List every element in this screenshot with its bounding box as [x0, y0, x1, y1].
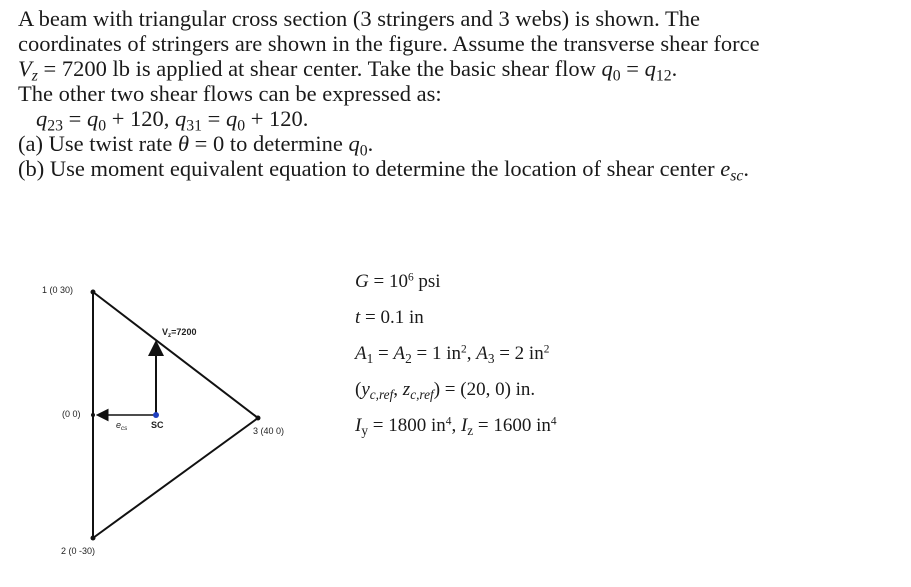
given-thickness: t = 0.1 in — [355, 307, 424, 328]
node-3-label: 3 (40 0) — [253, 426, 285, 436]
web-2-3 — [93, 418, 258, 538]
web-1-3 — [93, 292, 258, 418]
origin-point — [91, 413, 95, 417]
part-a: (a) Use twist rate θ = 0 to determine $q_0$. — [18, 131, 374, 160]
node-1-label: 1 (0 30) — [42, 285, 74, 295]
problem-line-3: $V_z = 7200$ lb is applied at shear center. Take the basic shear flow $q_0 = q_{12}$. — [18, 56, 678, 85]
given-reference-point: ($y_{c,ref}$, $z_{c,ref}) = (20$, 0) in. — [355, 379, 536, 402]
stringer-3 — [256, 416, 261, 421]
node-2-label: 2 (0 -30) — [61, 546, 96, 556]
sc-label: SC — [151, 420, 164, 430]
stringer-1 — [91, 290, 96, 295]
stringer-2 — [91, 536, 96, 541]
given-moments-of-inertia: $I_y = 1800$ $in^4$, $I_z = 1600$ $in^4$ — [355, 415, 557, 438]
given-parameters — [355, 264, 557, 444]
problem-line-2: coordinates of stringers are shown in the figure. Assume the transverse shear force — [18, 31, 760, 56]
part-b: (b) Use moment equivalent equation to determine the location of shear center $e_{sc}$. — [18, 156, 749, 185]
force-label: $V_z=7200$ — [162, 327, 197, 339]
given-shear-modulus: $G = 10^6$ psi — [355, 271, 441, 292]
shear-center-point — [153, 412, 159, 418]
shear-flow-equations: $q_{23} = q_0 + 120$, $q_{31} = q_0 + 120$. — [36, 106, 309, 135]
problem-statement — [18, 6, 898, 185]
given-areas: $A_1 = A_2 = 1$ $in^2$, $A_3 = 2$ $in^2$ — [355, 343, 550, 366]
problem-line-1: A beam with triangular cross section (3 stringers and 3 webs) is shown. The — [18, 6, 700, 31]
cross-section-diagram — [0, 250, 340, 580]
esc-label: $e_{cs}$ — [116, 420, 128, 432]
problem-line-4: The other two shear flows can be expressed as: — [18, 81, 442, 106]
origin-label: (0 0) — [62, 409, 81, 419]
cross-section-figure — [0, 250, 340, 580]
